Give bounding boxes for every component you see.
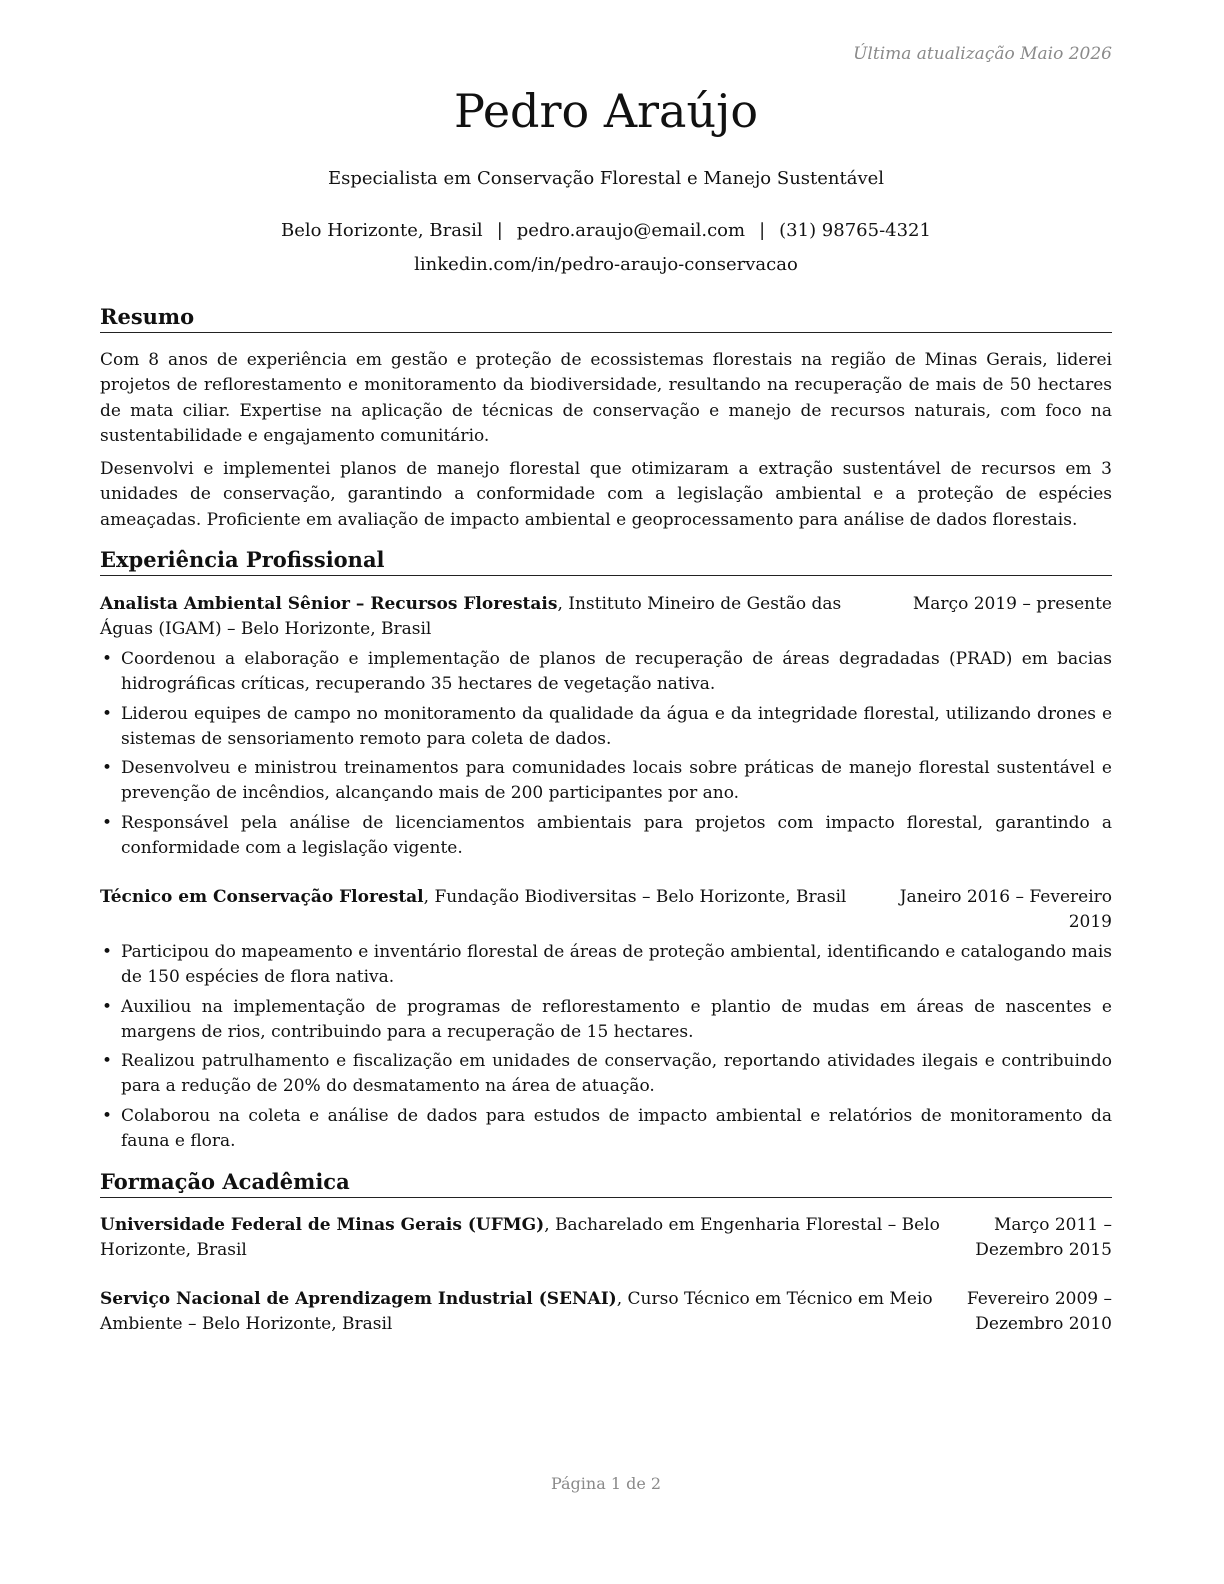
education-dates: Fevereiro 2009 – Dezembro 2010 — [966, 1289, 1112, 1334]
education-school: Universidade Federal de Minas Gerais (UFMG) — [100, 1215, 545, 1235]
candidate-headline: Especialista em Conservação Florestal e Manejo Sustentável — [327, 168, 885, 189]
job-header — [100, 885, 1112, 935]
job-bullet: • Auxiliou na implementação de programas de reflorestamento e plantio de mudas em áreas de nascentes e margens de rios, contribuindo para a recuperação de 15 hectares. — [100, 995, 1112, 1045]
contact-location: Belo Horizonte, Brasil — [281, 220, 483, 241]
contact-email[interactable]: pedro.araujo@email.com — [516, 220, 746, 241]
education-header — [100, 1287, 1112, 1337]
summary-paragraph: Com 8 anos de experiência em gestão e proteção de ecossistemas florestais na região de Minas Gerais, liderei projetos de reflorestamento e monitoramento da biodiversidade, resultando na recuperação de mais de 50 hectares de mata ciliar. Expertise na aplicação de técnicas de conservação e manejo de recursos naturais, com foco na sustentabilidade e engajamento comunitário. — [100, 350, 1112, 446]
candidate-name: Pedro Araújo — [453, 84, 759, 138]
education-header — [100, 1213, 1112, 1263]
education-dates: Março 2011 – Dezembro 2015 — [975, 1215, 1112, 1260]
resume-page — [100, 0, 1112, 1584]
summary-paragraph: Desenvolvi e implementei planos de manejo florestal que otimizaram a extração sustentável de recursos em 3 unidades de conservação, garantindo a conformidade com a legislação ambiental e a proteção de espécies ameaçadas. Proficiente em avaliação de impacto ambiental e geoprocessamento para análise de dados florestais. — [100, 459, 1112, 530]
contact-phone: (31) 98765-4321 — [779, 220, 931, 241]
job-bullets — [100, 940, 1112, 1158]
job-dates: Março 2019 – presente — [912, 594, 1112, 614]
job-bullet: • Liderou equipes de campo no monitoramento da qualidade da água e da integridade florestal, utilizando drones e sistemas de sensoriamento remoto para coleta de dados. — [100, 702, 1112, 752]
education-school: Serviço Nacional de Aprendizagem Industrial (SENAI) — [100, 1289, 617, 1309]
job-role: Técnico em Conservação Florestal — [100, 887, 424, 907]
section-title-education: Formação Acadêmica — [100, 1169, 1112, 1198]
section-title-summary: Resumo — [100, 304, 1112, 333]
page-number: Página 1 de 2 — [550, 1474, 662, 1493]
job-bullet: • Desenvolveu e ministrou treinamentos para comunidades locais sobre práticas de manejo florestal sustentável e prevenção de incêndios, alcançando mais de 200 participantes por ano. — [100, 756, 1112, 806]
last-updated: Última atualização Maio 2026 — [853, 44, 1112, 64]
section-title-experience: Experiência Profissional — [100, 547, 1112, 576]
job-bullet: • Realizou patrulhamento e fiscalização em unidades de conservação, reportando atividades ilegais e contribuindo para a redução de 20% do desmatamento na área de atuação. — [100, 1049, 1112, 1099]
job-header — [100, 592, 1112, 642]
contact-separator: | — [496, 220, 503, 241]
job-bullet: • Responsável pela análise de licenciamentos ambientais para projetos com impacto florestal, garantindo a conformidade com a legislação vigente. — [100, 811, 1112, 861]
contact-separator: | — [759, 220, 766, 241]
job-org: , Fundação Biodiversitas – Belo Horizonte, Brasil — [423, 887, 847, 907]
education-detail: , Bacharelado em Engenharia Florestal – Belo Horizonte, Brasil — [100, 1215, 940, 1260]
contact-line — [100, 220, 1112, 241]
job-bullet: • Coordenou a elaboração e implementação de planos de recuperação de áreas degradadas (PRAD) em bacias hidrográficas críticas, recuperando 35 hectares de vegetação nativa. — [100, 647, 1112, 697]
job-bullets — [100, 647, 1112, 865]
job-role: Analista Ambiental Sênior – Recursos Florestais — [100, 594, 558, 614]
education-detail: , Curso Técnico em Técnico em Meio Ambiente – Belo Horizonte, Brasil — [100, 1289, 933, 1334]
job-bullet: • Colaborou na coleta e análise de dados para estudos de impacto ambiental e relatórios de monitoramento da fauna e flora. — [100, 1104, 1112, 1154]
job-org: , Instituto Mineiro de Gestão das Águas (IGAM) – Belo Horizonte, Brasil — [100, 594, 842, 639]
job-bullet: • Participou do mapeamento e inventário florestal de áreas de proteção ambiental, identificando e catalogando mais de 150 espécies de flora nativa. — [100, 940, 1112, 990]
job-dates: Janeiro 2016 – Fevereiro 2019 — [899, 887, 1112, 932]
contact-linkedin[interactable]: linkedin.com/in/pedro-araujo-conservacao — [414, 254, 798, 275]
